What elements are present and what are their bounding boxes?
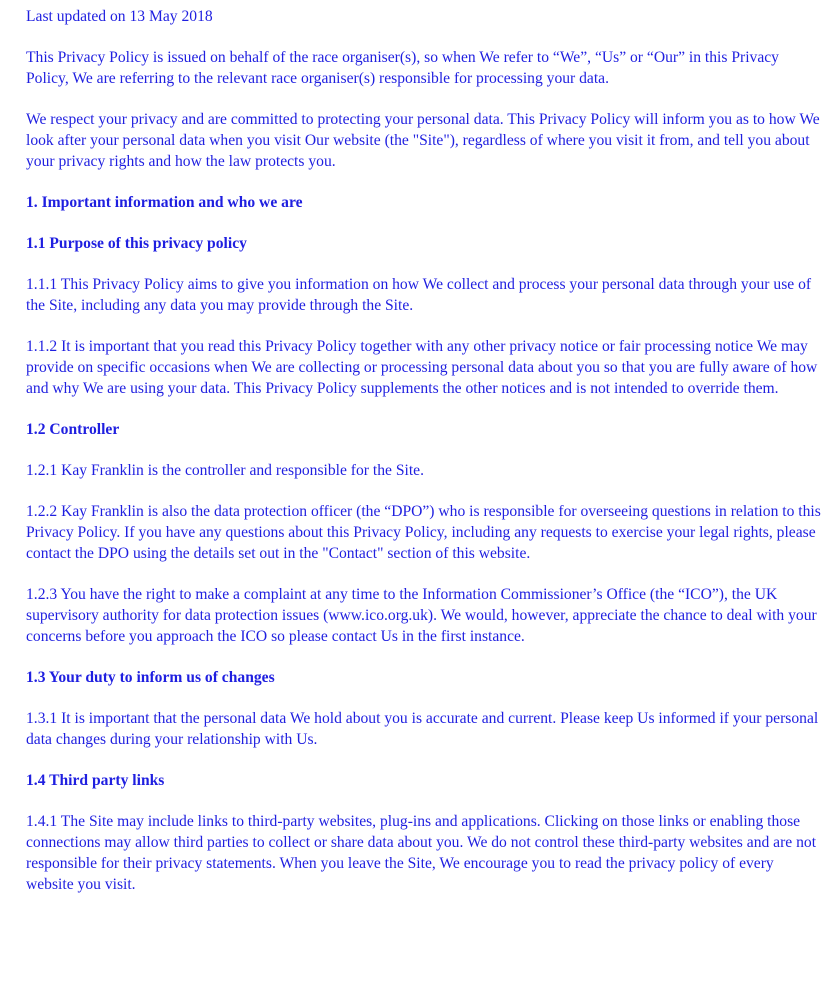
subsection-heading: 1.2 Controller bbox=[26, 421, 120, 438]
last-updated: Last updated on 13 May 2018 bbox=[26, 8, 213, 25]
policy-paragraph: 1.2.3 You have the right to make a complaint at any time to the Information Commissioner’s Office (the “ICO”), the UK supervisory authority for data protection issues (www.ico.org.uk). We would, however, appreciate the chance to deal with your concerns before you approach the ICO so please contact Us in the first instance. bbox=[26, 586, 817, 645]
policy-paragraph: 1.2.1 Kay Franklin is the controller and responsible for the Site. bbox=[26, 462, 424, 479]
privacy-policy-document bbox=[26, 6, 821, 895]
subsection-heading: 1.4 Third party links bbox=[26, 772, 165, 789]
policy-paragraph: 1.3.1 It is important that the personal data We hold about you is accurate and current. Please keep Us informed if your personal data changes during your relationship with Us. bbox=[26, 710, 819, 748]
section-heading: 1. Important information and who we are bbox=[26, 194, 303, 211]
policy-paragraph: 1.4.1 The Site may include links to third-party websites, plug-ins and applications. Clicking on those links or enabling those connections may allow third parties to collect or share data about you. We do not control these third-party websites and are not responsible for their privacy statements. When you leave the Site, We encourage you to read the privacy policy of every website you visit. bbox=[26, 813, 817, 893]
policy-paragraph: 1.2.2 Kay Franklin is also the data protection officer (the “DPO”) who is responsible for overseeing questions in relation to this Privacy Policy. If you have any questions about this Privacy Policy, including any requests to exercise your legal rights, please contact the DPO using the details set out in the "Contact" section of this website. bbox=[26, 503, 821, 562]
intro-paragraph: We respect your privacy and are committed to protecting your personal data. This Privacy Policy will inform you as to how We look after your personal data when you visit Our website (the "Site"), regardless of where you visit it from, and tell you about your privacy rights and how the law protects you. bbox=[26, 111, 820, 170]
policy-paragraph: 1.1.1 This Privacy Policy aims to give you information on how We collect and process your personal data through your use of the Site, including any data you may provide through the Site. bbox=[26, 276, 812, 314]
subsection-heading: 1.3 Your duty to inform us of changes bbox=[26, 669, 275, 686]
subsection-heading: 1.1 Purpose of this privacy policy bbox=[26, 235, 247, 252]
intro-paragraph: This Privacy Policy is issued on behalf of the race organiser(s), so when We refer to “We”, “Us” or “Our” in this Privacy Policy, We are referring to the relevant race organiser(s) responsible for processing your data. bbox=[26, 49, 779, 87]
policy-paragraph: 1.1.2 It is important that you read this Privacy Policy together with any other privacy notice or fair processing notice We may provide on specific occasions when We are collecting or processing personal data about you so that you are fully aware of how and why We are using your data. This Privacy Policy supplements the other notices and is not intended to override them. bbox=[26, 338, 818, 397]
